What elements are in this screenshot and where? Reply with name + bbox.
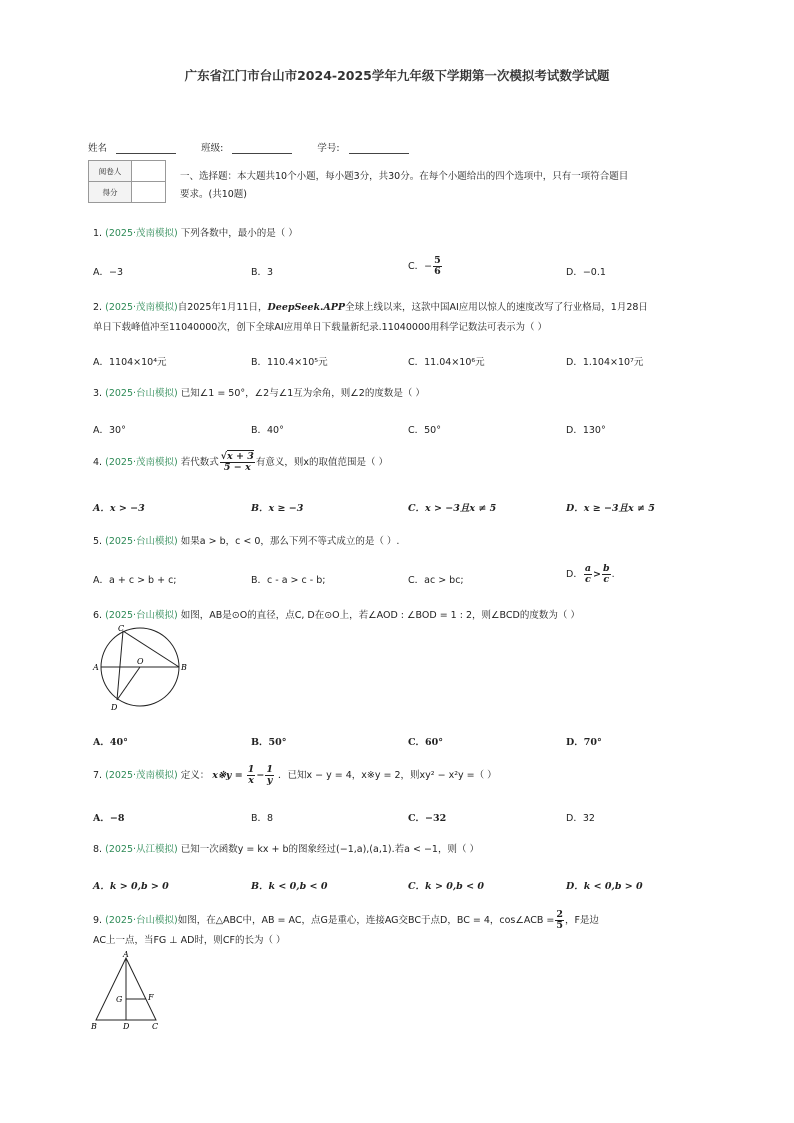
question-source: (2025·茂南模拟) <box>105 228 178 239</box>
radicand: x + 3 <box>227 451 254 462</box>
q7-option-d[interactable]: D．32 <box>566 813 595 824</box>
question-text: 如果a > b，c < 0，那么下列不等式成立的是（ ）. <box>180 536 400 547</box>
q2-option-c[interactable]: C．11.04×10⁶元 <box>408 357 485 368</box>
q5-option-c[interactable]: C．ac > bc; <box>408 575 464 586</box>
question-text-cont: 有意义，则x的取值范围是（ ） <box>255 457 389 468</box>
question-source: (2025·茂南模拟) <box>105 457 178 468</box>
frac-denominator: c <box>585 574 591 585</box>
question-number: 9. <box>93 915 103 926</box>
label-d: D <box>111 703 118 712</box>
score-box <box>88 160 166 203</box>
question-1 <box>93 224 693 244</box>
segment-do <box>117 667 140 700</box>
question-number: 6. <box>93 610 103 621</box>
label-g: G <box>116 995 123 1004</box>
name-label: 姓名 <box>88 143 108 154</box>
score-cell[interactable] <box>132 182 166 203</box>
question-number: 2. <box>93 302 103 313</box>
question-text: 下列各数中，最小的是（ ） <box>180 228 298 239</box>
q5-option-a[interactable]: A．a + c > b + c; <box>93 575 177 586</box>
label-a: A <box>123 950 129 959</box>
question-text: 如图，在△ABC中，AB = AC，点G是重心，连接AG交BC于点D，BC = 4，cos∠ACB = <box>177 915 555 926</box>
question-9 <box>93 910 693 951</box>
question-8 <box>93 840 693 860</box>
q4-option-a[interactable]: A．x > −3 <box>93 503 145 514</box>
option-prefix: C．− <box>408 261 433 272</box>
q4-option-d[interactable]: D．x ≥ −3且x ≠ 5 <box>566 503 655 514</box>
question-text: 已知∠1 = 50°，∠2与∠1互为余角，则∠2的度数是（ ） <box>180 388 425 399</box>
question-source: (2025·台山模拟) <box>105 388 178 399</box>
label-o: O <box>137 657 144 666</box>
q2-option-a[interactable]: A．1104×10⁴元 <box>93 357 167 368</box>
question-number: 1. <box>93 228 103 239</box>
label-d: D <box>123 1022 130 1031</box>
question-number: 5. <box>93 536 103 547</box>
question-5 <box>93 532 693 552</box>
triangle-figure <box>88 950 168 1032</box>
question-number: 4. <box>93 457 103 468</box>
frac-denominator: c <box>603 574 610 585</box>
question-text: 已知一次函数y = kx + b的图象经过(−1,a),(a,1).若a < −1，则（ ） <box>180 844 479 855</box>
question-text-line2: AC上一点，当FG ⊥ AD时，则CF的长为（ ） <box>93 935 286 946</box>
question-number: 3. <box>93 388 103 399</box>
q2-option-d[interactable]: D．1.104×10⁷元 <box>566 357 644 368</box>
section-heading: 一、选择题：本大题共10个小题，每小题3分，共30分。在每个小题给出的四个选项中，只有一项符合题目要求。(共10题) <box>180 171 629 200</box>
question-number: 8. <box>93 844 103 855</box>
question-text: 自2025年1月11日， <box>177 302 268 313</box>
frac-numerator: 2 <box>556 909 563 920</box>
frac-numerator: a <box>584 563 591 574</box>
q5-option-b[interactable]: B．c - a > c - b; <box>251 575 326 586</box>
grader-label: 阅卷人 <box>89 161 132 182</box>
frac-numerator: b <box>602 563 610 574</box>
option-prefix: D． <box>566 569 583 580</box>
label-c: C <box>118 624 125 633</box>
question-text-line2: 单日下载峰值冲至11040000次，创下全球AI应用单日下载量新纪录.11040000用科学记数法可表示为（ ） <box>93 322 548 333</box>
segment-cb <box>123 631 179 667</box>
question-source: (2025·从江模拟) <box>105 844 178 855</box>
q1-option-d[interactable]: D．−0.1 <box>566 267 606 278</box>
question-3 <box>93 384 693 404</box>
q2-option-b[interactable]: B．110.4×10⁵元 <box>251 357 328 368</box>
brand-name: DeepSeek.APP <box>267 302 345 313</box>
q8-option-c[interactable]: C．k > 0,b < 0 <box>408 881 484 892</box>
q4-option-b[interactable]: B．x ≥ −3 <box>251 503 304 514</box>
score-label: 得分 <box>89 182 132 203</box>
name-field[interactable] <box>116 144 176 154</box>
frac-denominator: 5 <box>556 920 563 931</box>
minus-sign: − <box>256 770 265 781</box>
question-text: 若代数式 <box>180 457 219 468</box>
q1-option-a[interactable]: A．−3 <box>93 267 124 278</box>
question-text-cont: ，F是边 <box>564 915 599 926</box>
question-source: (2025·茂南模拟) <box>105 770 178 781</box>
question-text-cont: 全球上线以来，这款中国AI应用以惊人的速度改写了行业格局，1月28日 <box>345 302 648 313</box>
question-7 <box>93 765 693 786</box>
radical-expression: √x + 3 <box>220 451 254 462</box>
class-field[interactable] <box>232 144 292 154</box>
question-source: (2025·台山模拟) <box>105 536 178 547</box>
q3-option-d[interactable]: D．130° <box>566 425 606 436</box>
label-c: C <box>152 1022 159 1031</box>
frac-denominator: 5 − x <box>223 462 251 473</box>
question-number: 7. <box>93 770 103 781</box>
frac-denominator: 6 <box>434 266 441 277</box>
student-info <box>88 140 409 154</box>
question-text: 如图，AB是⊙O的直径，点C, D在⊙O上，若∠AOD : ∠BOD = 1 : 2，则∠BCD的度数为（ ） <box>180 610 580 621</box>
q3-option-a[interactable]: A．30° <box>93 425 126 436</box>
question-2 <box>93 298 693 338</box>
q7-option-a[interactable]: A．−8 <box>93 813 125 824</box>
q6-option-a[interactable]: A．40° <box>93 737 128 748</box>
q6-option-b[interactable]: B．50° <box>251 737 287 748</box>
q8-option-b[interactable]: B．k < 0,b < 0 <box>251 881 328 892</box>
q8-option-a[interactable]: A．k > 0,b > 0 <box>93 881 169 892</box>
definition-lhs: x※y = <box>212 770 243 781</box>
q6-option-d[interactable]: D．70° <box>566 737 602 748</box>
grader-cell[interactable] <box>132 161 166 182</box>
q7-option-b[interactable]: B．8 <box>251 813 274 824</box>
q4-option-c[interactable]: C．x > −3且x ≠ 5 <box>408 503 497 514</box>
question-4 <box>93 452 693 473</box>
frac-denominator: x <box>248 775 254 786</box>
question-source: (2025·台山模拟) <box>105 610 178 621</box>
q3-option-c[interactable]: C．50° <box>408 425 441 436</box>
question-source: (2025·茂南模拟) <box>105 302 178 313</box>
label-b: B <box>91 1022 97 1031</box>
class-label: 班级: <box>201 143 224 154</box>
q7-option-c[interactable]: C．−32 <box>408 813 447 824</box>
q1-option-c[interactable] <box>408 256 443 277</box>
q1-option-b[interactable]: B．3 <box>251 267 274 278</box>
q3-option-b[interactable]: B．40° <box>251 425 284 436</box>
label-b: B <box>181 663 187 672</box>
segment-cd <box>117 631 123 700</box>
gt-sign: > <box>592 569 601 580</box>
q6-option-c[interactable]: C．60° <box>408 737 444 748</box>
label-f: F <box>148 993 154 1002</box>
option-suffix: . <box>611 569 615 580</box>
id-field[interactable] <box>349 144 409 154</box>
question-text: 定义： <box>180 770 210 781</box>
q5-option-d[interactable] <box>566 564 615 585</box>
circle-figure <box>90 622 190 714</box>
q8-option-d[interactable]: D．k < 0,b > 0 <box>566 881 643 892</box>
label-a: A <box>93 663 99 672</box>
frac-numerator: 5 <box>434 255 441 266</box>
id-label: 学号: <box>317 143 340 154</box>
page-title: 广东省江门市台山市2024-2025学年九年级下学期第一次模拟考试数学试题 <box>184 68 610 83</box>
frac-denominator: y <box>266 775 273 786</box>
frac-numerator: 1 <box>247 764 255 775</box>
frac-numerator: 1 <box>266 764 273 775</box>
question-source: (2025·台山模拟) <box>105 915 178 926</box>
question-text-cont: ．已知x − y = 4，x※y = 2，则xy² − x²y =（ ） <box>278 770 497 781</box>
